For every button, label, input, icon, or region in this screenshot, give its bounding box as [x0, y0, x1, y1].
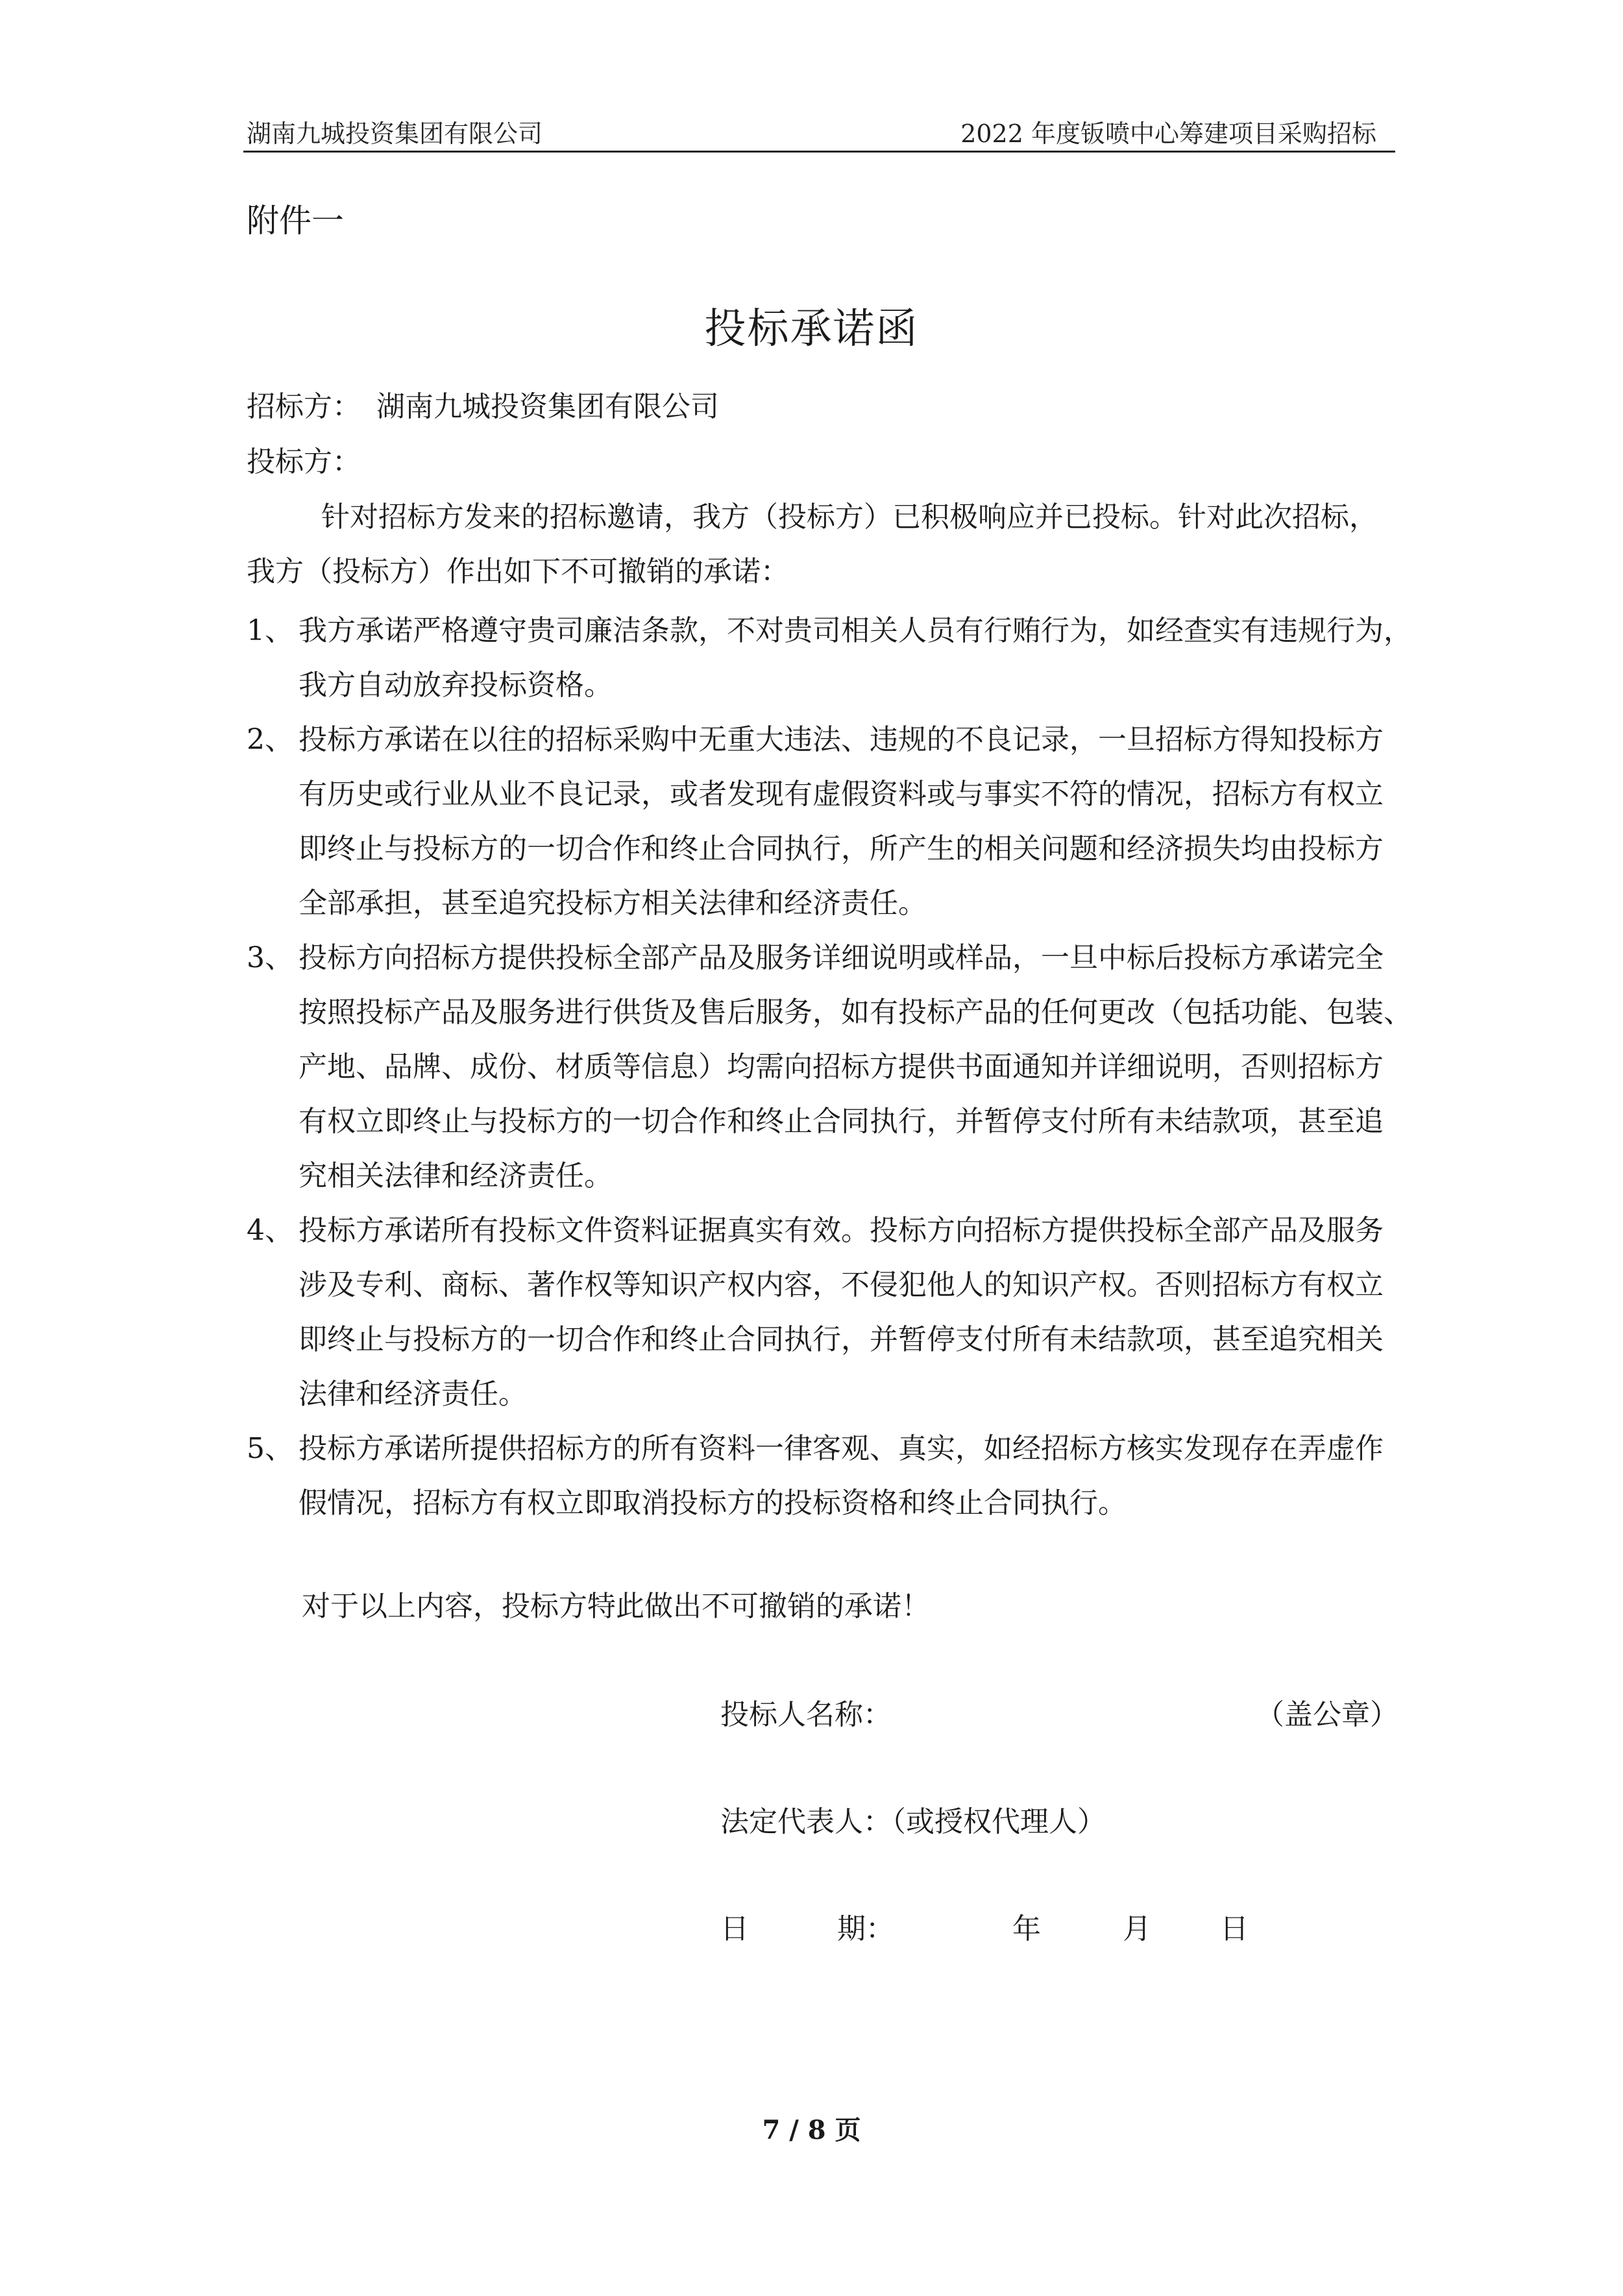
item-number: 1、 — [247, 614, 293, 647]
item-line: 究相关法律和经济责任。 — [299, 1159, 613, 1192]
header-divider — [243, 151, 1395, 153]
intro-paragraph — [247, 490, 1395, 599]
item-line: 我方自动放弃投标资格。 — [299, 669, 613, 702]
header-company-name: 湖南九城投资集团有限公司 — [247, 119, 543, 148]
commitment-item — [247, 931, 1412, 1204]
commitment-item — [247, 713, 1398, 931]
bidder-name-label: 投标人名称： — [720, 1698, 892, 1731]
commitment-item — [247, 1422, 1398, 1531]
date-year-label: 年 — [1012, 1912, 1041, 1945]
item-line: 全部承担，甚至追究投标方相关法律和经济责任。 — [299, 887, 927, 920]
legal-representative-label: 法定代表人：（或授权代理人） — [720, 1805, 1106, 1838]
header-project-title: 2022 年度钣喷中心筹建项目采购招标 — [960, 119, 1376, 148]
item-line: 涉及专利、商标、著作权等知识产权内容，不侵犯他人的知识产权。否则招标方有权立 — [299, 1268, 1384, 1302]
item-line: 假情况，招标方有权立即取消投标方的投标资格和终止合同执行。 — [299, 1487, 1127, 1520]
commitment-item — [247, 604, 1412, 713]
document-title: 投标承诺函 — [704, 305, 919, 353]
date-label-ri: 日 — [720, 1912, 749, 1945]
item-line: 有权立即终止与投标方的一切合作和终止合同执行，并暂停支付所有未结款项，甚至追 — [299, 1105, 1384, 1138]
item-line: 投标方承诺所有投标文件资料证据真实有效。投标方向招标方提供投标全部产品及服务 — [299, 1214, 1384, 1247]
item-number: 4、 — [247, 1214, 293, 1247]
item-number: 2、 — [247, 723, 293, 756]
item-line: 产地、品牌、成份、材质等信息）均需向招标方提供书面通知并详细说明，否则招标方 — [299, 1050, 1384, 1083]
date-label-qi: 期： — [837, 1912, 894, 1945]
intro-line: 我方（投标方）作出如下不可撤销的承诺： — [247, 555, 789, 588]
closing-statement: 对于以上内容，投标方特此做出不可撤销的承诺！ — [302, 1590, 930, 1623]
item-line: 即终止与投标方的一切合作和终止合同执行，所产生的相关问题和经济损失均由投标方 — [299, 832, 1384, 865]
item-line: 有历史或行业从业不良记录，或者发现有虚假资料或与事实不符的情况，招标方有权立 — [299, 778, 1384, 811]
bidder-label: 投标方： — [247, 445, 361, 478]
item-line: 法律和经济责任。 — [299, 1377, 527, 1411]
item-line: 投标方承诺所提供招标方的所有资料一律客观、真实，如经招标方核实发现存在弄虚作 — [299, 1432, 1384, 1465]
tenderer-name: 湖南九城投资集团有限公司 — [376, 390, 719, 423]
item-number: 5、 — [247, 1432, 293, 1465]
commitment-item — [247, 1204, 1398, 1422]
intro-line: 针对招标方发来的招标邀请，我方（投标方）已积极响应并已投标。针对此次招标， — [321, 500, 1378, 534]
commitment-list — [247, 604, 1412, 1531]
company-seal-label: （盖公章） — [1256, 1698, 1398, 1731]
item-line: 投标方承诺在以往的招标采购中无重大违法、违规的不良记录，一旦招标方得知投标方 — [299, 723, 1384, 756]
item-number: 3、 — [247, 941, 293, 974]
item-line: 按照投标产品及服务进行供货及售后服务，如有投标产品的任何更改（包括功能、包装、 — [299, 996, 1412, 1029]
page-number: 7 / 8 页 — [762, 2115, 861, 2145]
item-line: 我方承诺严格遵守贵司廉洁条款，不对贵司相关人员有行贿行为，如经查实有违规行为， — [299, 614, 1412, 647]
attachment-label: 附件一 — [247, 202, 344, 240]
date-day-label: 日 — [1220, 1912, 1249, 1945]
item-line: 即终止与投标方的一切合作和终止合同执行，并暂停支付所有未结款项，甚至追究相关 — [299, 1323, 1384, 1356]
date-month-label: 月 — [1123, 1912, 1151, 1945]
item-line: 投标方向招标方提供投标全部产品及服务详细说明或样品，一旦中标后投标方承诺完全 — [299, 941, 1384, 974]
tenderer-label: 招标方： — [247, 390, 361, 423]
